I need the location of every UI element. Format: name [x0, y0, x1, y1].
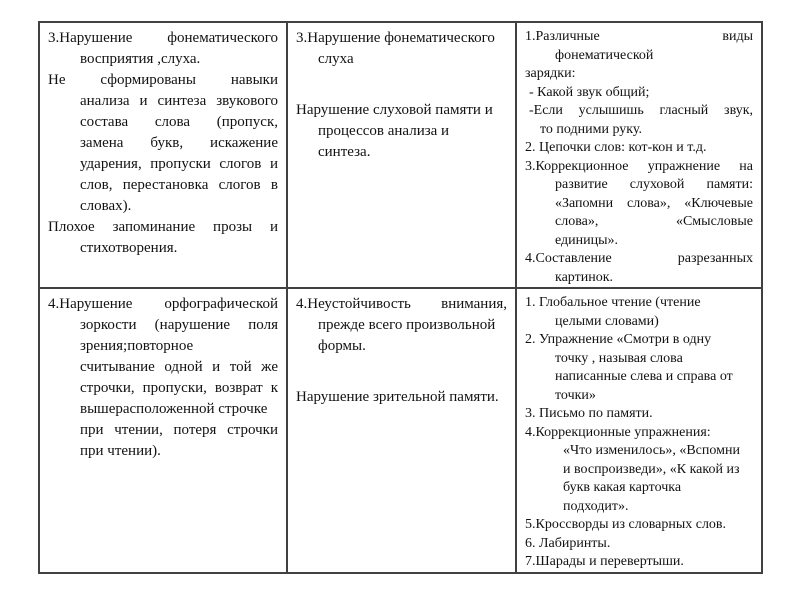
text-line: 4.Нарушение орфографической [48, 296, 278, 312]
text-line: слуха [318, 51, 354, 67]
table-row [39, 22, 762, 288]
text-line: «Что изменилось», «Вспомни [563, 443, 740, 458]
table-cell-r1c1 [39, 22, 287, 288]
text-line: написанные слева и справа от [555, 369, 733, 384]
text-line: целыми словами) [555, 313, 659, 329]
blank-line [296, 357, 507, 372]
text-line: 4.Коррекционные упражнения: [525, 424, 711, 440]
text-line: подходит». [563, 498, 629, 514]
text-line: синтеза. [318, 144, 371, 160]
text-line: 7.Шарады и перевертыши. [525, 554, 684, 569]
text-line: точки» [555, 387, 596, 403]
table-cell-r2c2 [287, 288, 516, 573]
text-line: 1.Различные виды [525, 29, 753, 44]
text-line: при чтении). [80, 443, 161, 459]
text-line: слова», «Смысловые [555, 214, 753, 229]
text-line: зарядки: [525, 66, 576, 81]
text-line: -Если услышишь гласный звук, [529, 103, 753, 118]
text-line: вышерасположенной строчке [80, 401, 268, 417]
text-line: Нарушение слуховой памяти и [296, 102, 493, 118]
text-line: при чтении, потеря строчки [80, 422, 278, 438]
text-line: 2. Цепочки слов: кот-кон и т.д. [525, 140, 707, 155]
text-line: Не сформированы навыки [48, 72, 278, 88]
text-line: стихотворения. [80, 240, 178, 256]
blank-line [296, 85, 507, 100]
text-line: зоркости (нарушение поля [80, 317, 278, 333]
table-cell-r2c3 [516, 288, 762, 573]
text-line: 5.Кроссворды из словарных слов. [525, 517, 727, 532]
text-line: единицы». [555, 232, 619, 248]
text-line: и воспроизведи», «К какой из [563, 461, 740, 477]
blank-line [296, 70, 507, 85]
text-line: считывание одной и той же [80, 359, 278, 375]
text-line: «Запомни слова», «Ключевые [555, 195, 753, 211]
text-line: 4.Неустойчивость внимания, [296, 296, 507, 312]
text-line: состава слова (пропуск, [80, 114, 278, 130]
text-line: строчки, пропуски, возврат к [80, 380, 278, 396]
text-line: зрения;повторное [80, 338, 194, 354]
text-line: восприятия ,слуха. [80, 51, 201, 67]
text-line: процессов анализа и [318, 123, 450, 139]
table-cell-r2c1 [39, 288, 287, 573]
text-line: 3.Коррекционное упражнение на [525, 158, 753, 174]
text-line: формы. [318, 338, 366, 354]
text-line: 1. Глобальное чтение (чтение [525, 295, 701, 310]
table-cell-r1c3 [516, 22, 762, 288]
text-line: точку , называя слова [555, 350, 683, 366]
text-line: ударения, пропуски слогов и [80, 156, 278, 172]
table-cell-r1c2 [287, 22, 516, 288]
text-line: 3.Нарушение фонематического [296, 30, 495, 46]
table-row [39, 288, 762, 573]
text-line: Нарушение зрительной памяти. [296, 389, 499, 405]
text-line: 2. Упражнение «Смотри в одну [525, 332, 712, 347]
text-line: 3. Письмо по памяти. [525, 406, 653, 421]
text-line: фонематической [555, 47, 654, 63]
text-line: картинок. [555, 269, 614, 285]
text-line: - Какой звук общий; [529, 84, 650, 100]
text-line: Плохое запоминание прозы и [48, 219, 278, 235]
text-line: слов, перестановка слогов в [80, 177, 278, 193]
text-line: то подними руку. [540, 121, 642, 137]
text-line: 4.Составление разрезанных [525, 251, 753, 266]
text-line: развитие слуховой памяти: [555, 177, 753, 192]
text-line: анализа и синтеза звукового [80, 93, 278, 109]
blank-line [296, 372, 507, 387]
text-line: 3.Нарушение фонематического [48, 30, 278, 46]
text-line: словах). [80, 198, 132, 214]
text-line: букв какая карточка [563, 480, 682, 495]
table-body [39, 22, 762, 573]
text-line: 6. Лабиринты. [525, 535, 611, 551]
text-line: замена букв, искажение [80, 135, 278, 151]
text-line: прежде всего произвольной [318, 317, 496, 333]
correction-methods-table [38, 21, 763, 574]
